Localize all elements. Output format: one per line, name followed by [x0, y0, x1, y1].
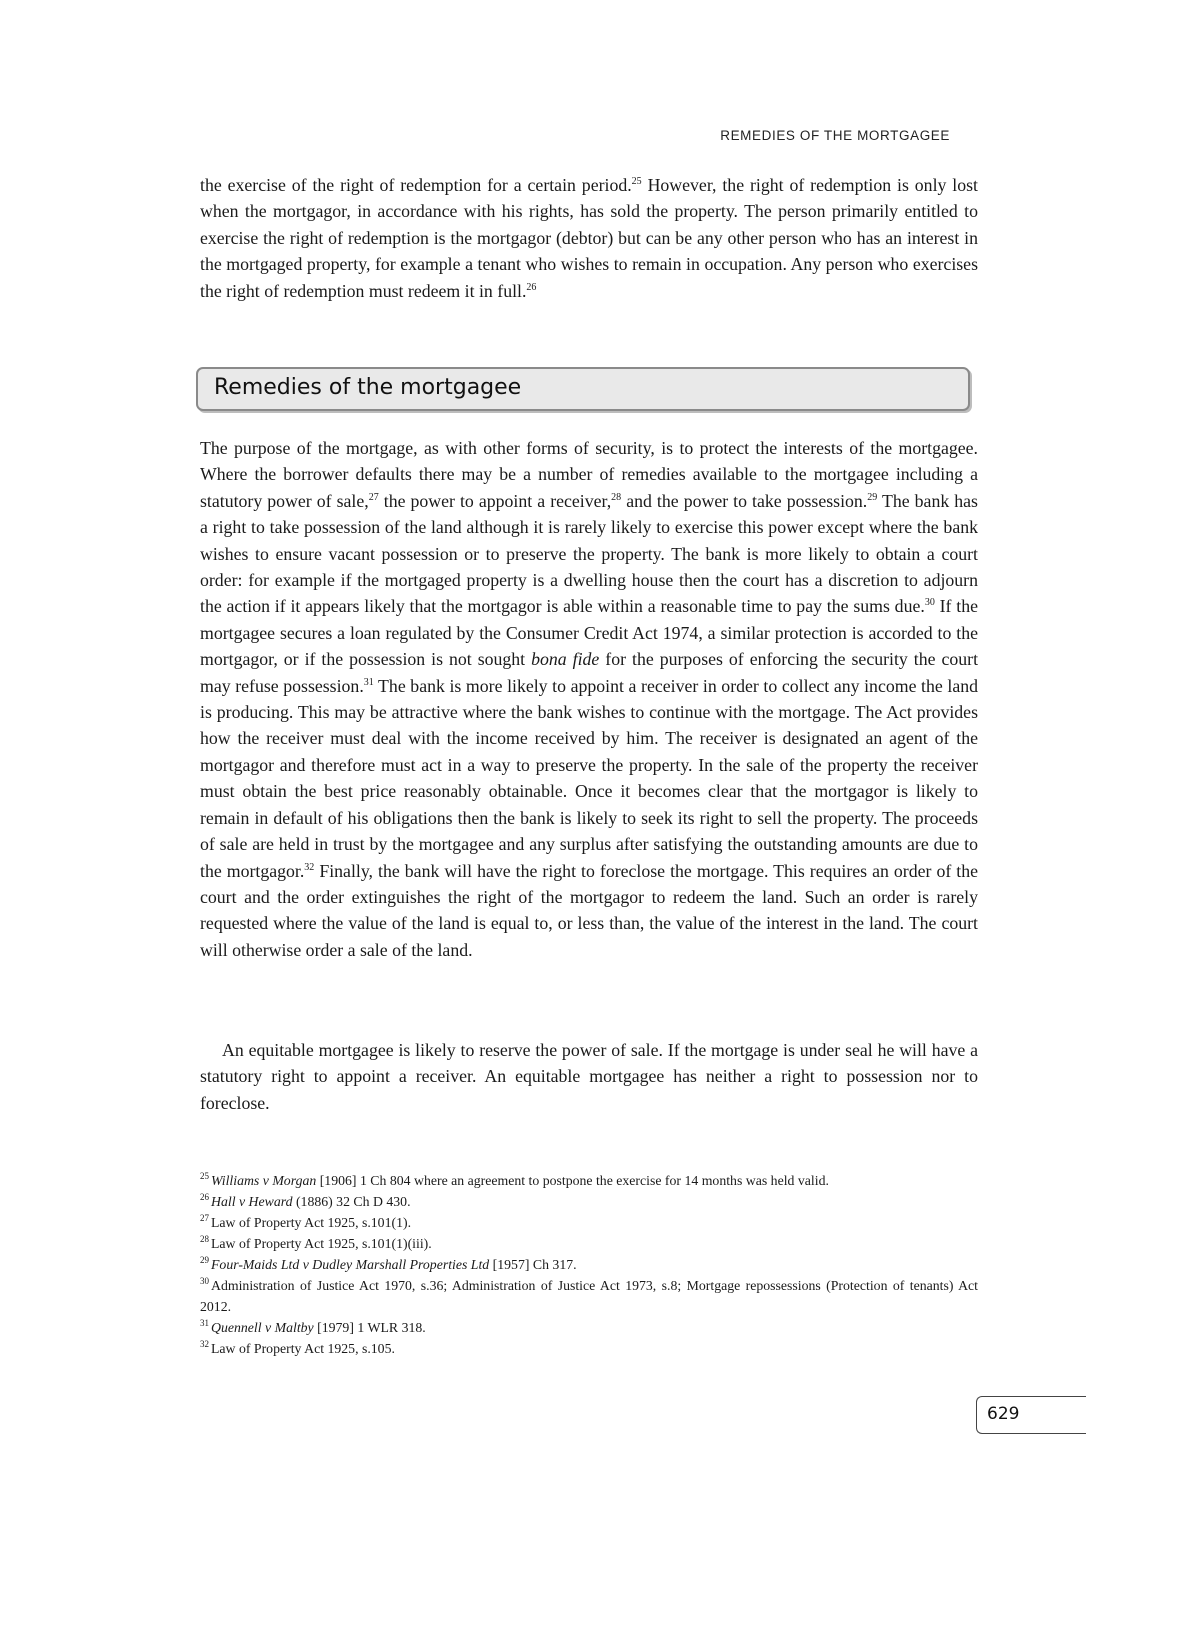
para1-text-1: The purpose of the mortgage, as with other forms of security, is to protect the interests of the mortgagee. Where the borrower defaults there may be a number of remedies available to the mortgagee including a statutory power of sale, [200, 438, 978, 511]
footnote-ref-28[interactable]: 28 [611, 491, 622, 503]
footnote-ref-25[interactable]: 25 [631, 176, 642, 188]
footnote-case-name: Hall v Heward [211, 1194, 293, 1209]
footnote-case-name: Quennell v Maltby [211, 1320, 314, 1335]
section-title: Remedies of the mortgagee [214, 375, 522, 400]
footnote-number: 26 [200, 1192, 209, 1203]
equitable-mortgagee-paragraph: An equitable mortgagee is likely to reserve the power of sale. If the mortgage is under seal he will have a statutory right to appoint a receiver. An equitable mortgagee has neither a right to possession nor to foreclose. [200, 1040, 978, 1113]
footnote-ref-32[interactable]: 32 [304, 861, 315, 873]
footnotes-list [200, 1170, 978, 1359]
footnote-number: 27 [200, 1213, 209, 1224]
footnote-text: Law of Property Act 1925, s.105. [211, 1341, 395, 1356]
footnote-32 [200, 1338, 978, 1359]
footnote-text: Law of Property Act 1925, s.101(1). [211, 1215, 412, 1230]
para1-text-3: and the power to take possession. [621, 490, 868, 511]
footnote-27 [200, 1212, 978, 1233]
footnote-ref-31[interactable]: 31 [363, 676, 374, 688]
footnote-text: Administration of Justice Act 1970, s.36; Administration of Justice Act 1973, s.8; Mortgage repossessions (Protection of tenants) Act 2012. [200, 1278, 978, 1314]
footnote-number: 32 [200, 1339, 209, 1350]
remedies-paragraph [200, 435, 978, 963]
para1-text-2: the power to appoint a receiver, [378, 490, 612, 511]
footnote-ref-29[interactable]: 29 [867, 491, 878, 503]
page-number: 629 [987, 1404, 1020, 1424]
para1-text-6: for the purposes of enforcing the security the court may refuse possession. [200, 649, 979, 696]
section-heading-box [196, 367, 970, 411]
footnote-number: 28 [200, 1234, 209, 1245]
footnote-text: (1886) 32 Ch D 430. [292, 1194, 411, 1209]
footnote-case-name: Williams v Morgan [211, 1173, 317, 1188]
footnote-30 [200, 1275, 978, 1317]
footnote-text: [1979] 1 WLR 318. [313, 1320, 426, 1335]
footnote-25 [200, 1170, 978, 1191]
intro-paragraph [200, 172, 978, 304]
footnote-ref-30[interactable]: 30 [924, 597, 935, 609]
footnote-ref-27[interactable]: 27 [368, 491, 379, 503]
footnote-case-name: Four-Maids Ltd v Dudley Marshall Properties Ltd [211, 1257, 490, 1272]
running-head: REMEDIES OF THE MORTGAGEE [720, 128, 950, 143]
footnote-ref-26[interactable]: 26 [526, 281, 537, 293]
para1-text-5: If the mortgagee secures a loan regulated by the Consumer Credit Act 1974, a similar protection is accorded to the mortgagor, or if the possession is not sought [200, 596, 978, 670]
footnote-text: Law of Property Act 1925, s.101(1)(iii). [211, 1236, 432, 1251]
footnote-number: 29 [200, 1255, 209, 1266]
para1-text-8: Finally, the bank will have the right to foreclose the mortgage. This requires an order of the court and the order extinguishes the right of the mortgagor to redeem the land. Such an order is rarely requested where the value of the land is equal to, or less than, the value of the interest in the land. The court will otherwise order a sale of the land. [200, 860, 979, 960]
para1-text-4: The bank has a right to take possession of the land although it is rarely likely to exercise this power except where the bank wishes to ensure vacant possession or to preserve the property. The bank is more likely to obtain a court order: for example if the mortgaged property is a dwelling house then the court has a discretion to adjourn the action if it appears likely that the mortgagor is able within a reasonable time to pay the sums due. [200, 490, 978, 617]
para1-text-7: The bank is more likely to appoint a receiver in order to collect any income the land is producing. This may be attractive where the bank wishes to continue with the mortgage. The Act provides how the receiver must deal with the income received by him. The receiver is designated an agent of the mortgagor and therefore must act in a way to preserve the property. In the sale of the property the receiver must obtain the best price reasonably obtainable. Once it becomes clear that the mortgagor is likely to remain in default of his obligations then the bank is likely to seek its right to sell the property. The proceeds of sale are held in trust by the mortgagee and any surplus after satisfying the outstanding amounts are due to the mortgagor. [200, 675, 978, 881]
intro-text-1: the exercise of the right of redemption for a certain period. [200, 175, 632, 195]
intro-text-2: However, the right of redemption is only lost when the mortgagor, in accordance with his rights, has sold the property. The person primarily entitled to exercise the right of redemption is the mortgagor (debtor) but can be any other person who has an interest in the mortgaged property, for example a tenant who wishes to remain in occupation. Any person who exercises the right of redemption must redeem it in full. [200, 175, 978, 301]
footnote-31 [200, 1317, 978, 1338]
footnote-text: [1906] 1 Ch 804 where an agreement to postpone the exercise for 14 months was held valid. [316, 1173, 829, 1188]
footnote-number: 31 [200, 1318, 209, 1329]
footnote-text: [1957] Ch 317. [489, 1257, 577, 1272]
footnote-29 [200, 1254, 978, 1275]
footnote-number: 30 [200, 1276, 209, 1287]
footnote-28 [200, 1233, 978, 1254]
footnote-number: 25 [200, 1171, 209, 1182]
para1-italic-term: bona fide [531, 649, 600, 670]
footnote-26 [200, 1191, 978, 1212]
page-number-tab [976, 1396, 1086, 1434]
